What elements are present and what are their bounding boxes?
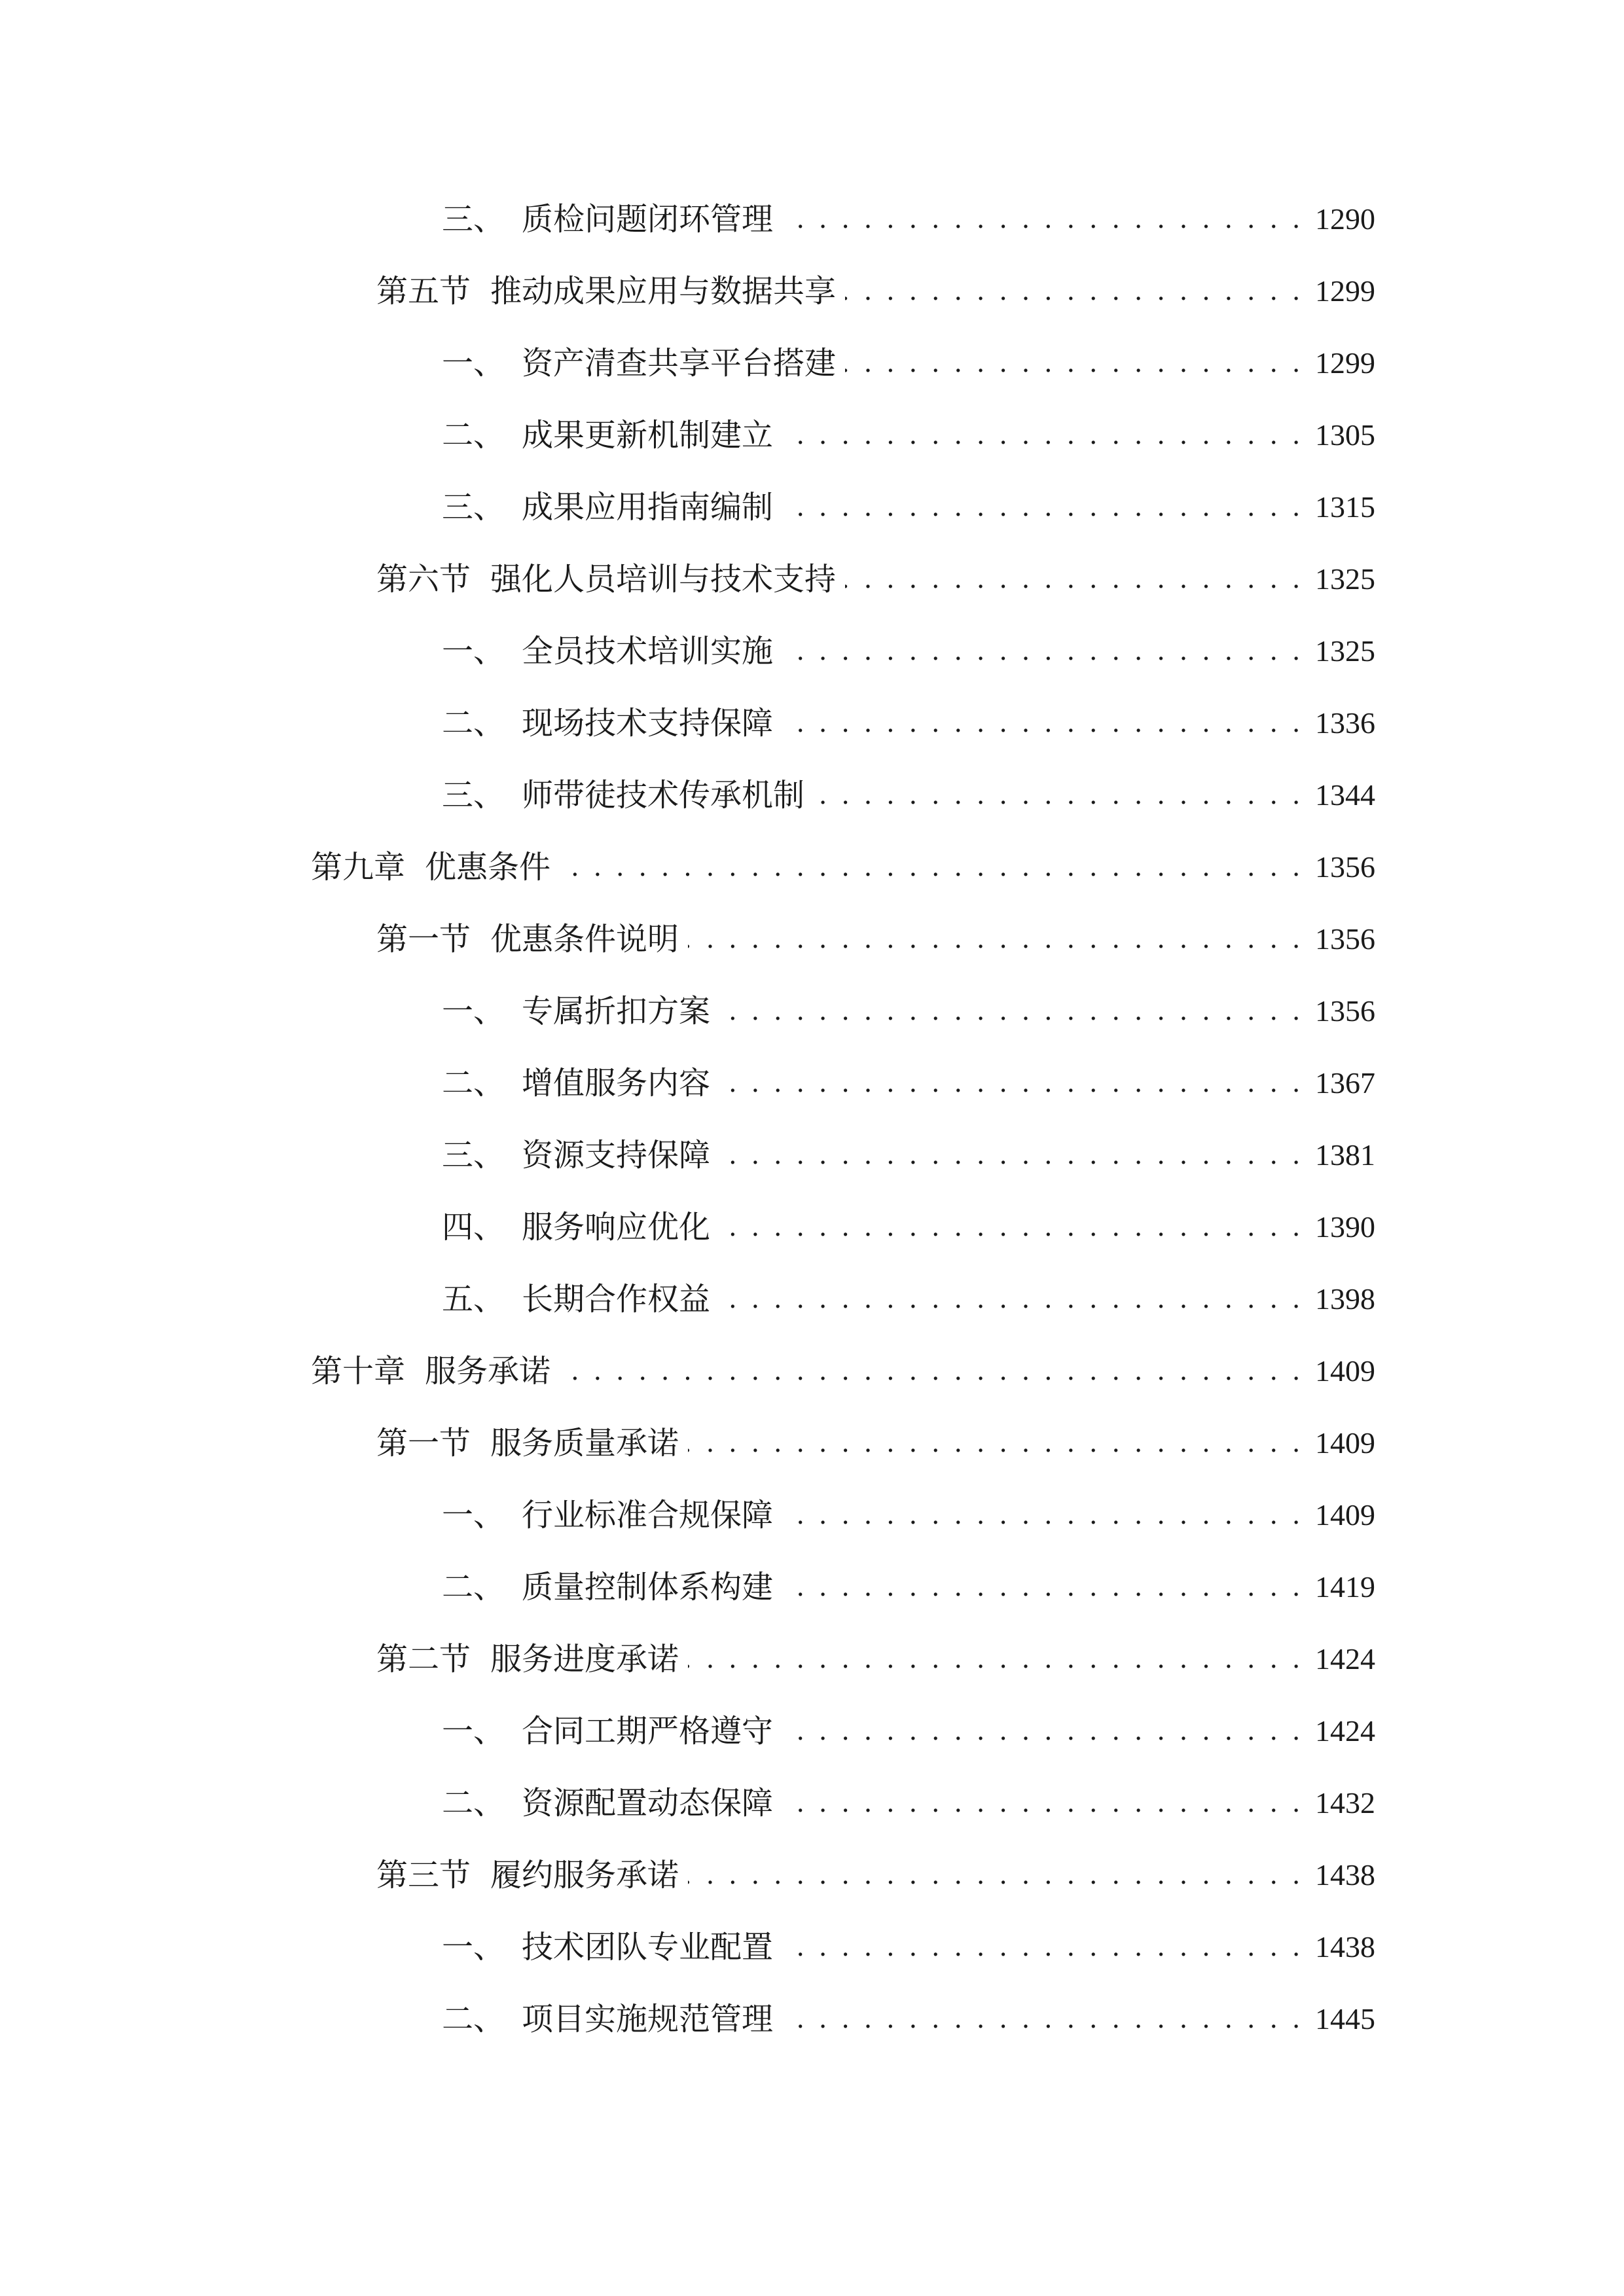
toc-entry-number: 第九章 xyxy=(311,849,406,886)
toc-entry[interactable] xyxy=(442,769,1375,821)
toc-entry-number: 三、 xyxy=(442,201,505,238)
toc-entry-title: 现场技术支持保障 xyxy=(522,705,774,742)
toc-entry-page: 1344 xyxy=(1315,778,1375,812)
dot-leader xyxy=(845,337,1303,389)
toc-entry[interactable] xyxy=(376,913,1375,965)
dot-leader xyxy=(560,841,1303,893)
toc-entry-title: 服务承诺 xyxy=(425,1353,551,1390)
toc-entry-page: 1356 xyxy=(1315,922,1375,956)
toc-entry-number: 第六节 xyxy=(376,561,471,598)
toc-entry-title: 推动成果应用与数据共享 xyxy=(490,273,837,310)
toc-entry[interactable] xyxy=(311,1345,1375,1397)
toc-entry[interactable] xyxy=(442,1777,1375,1829)
dot-leader xyxy=(782,1705,1303,1757)
toc-entry-title: 强化人员培训与技术支持 xyxy=(490,561,837,598)
toc-entry-number: 二、 xyxy=(442,2001,505,2037)
toc-entry-number: 一、 xyxy=(442,993,505,1030)
toc-entry-page: 1445 xyxy=(1315,2002,1375,2036)
toc-entry-page: 1398 xyxy=(1315,1282,1375,1316)
toc-entry-title: 优惠条件说明 xyxy=(490,921,679,958)
toc-entry-page: 1381 xyxy=(1315,1138,1375,1172)
toc-entry[interactable] xyxy=(442,1129,1375,1181)
dot-leader xyxy=(782,1993,1303,2045)
toc-entry-page: 1315 xyxy=(1315,490,1375,524)
dot-leader xyxy=(782,625,1303,677)
toc-entry-number: 第一节 xyxy=(376,1425,471,1462)
toc-entry-title: 质量控制体系构建 xyxy=(522,1569,774,1605)
toc-entry-title: 成果更新机制建立 xyxy=(522,417,774,454)
toc-entry-title: 资产清查共享平台搭建 xyxy=(522,345,837,382)
toc-entry-title: 增值服务内容 xyxy=(522,1065,711,1102)
toc-entry-page: 1390 xyxy=(1315,1210,1375,1244)
dot-leader xyxy=(719,1201,1303,1253)
toc-entry-number: 二、 xyxy=(442,1785,505,1821)
toc-entry-page: 1305 xyxy=(1315,418,1375,452)
dot-leader xyxy=(782,193,1303,245)
toc-entry-page: 1432 xyxy=(1315,1786,1375,1820)
toc-entry-page: 1438 xyxy=(1315,1858,1375,1892)
toc-entry[interactable] xyxy=(442,1561,1375,1613)
toc-entry-page: 1424 xyxy=(1315,1642,1375,1676)
toc-entry[interactable] xyxy=(442,1201,1375,1253)
toc-entry[interactable] xyxy=(442,1057,1375,1109)
toc-entry-page: 1409 xyxy=(1315,1354,1375,1388)
toc-entry-title: 质检问题闭环管理 xyxy=(522,201,774,238)
toc-entry[interactable] xyxy=(442,1993,1375,2045)
toc-entry-number: 一、 xyxy=(442,1497,505,1534)
toc-entry[interactable] xyxy=(376,265,1375,317)
toc-entry-number: 五、 xyxy=(442,1281,505,1318)
toc-entry-page: 1409 xyxy=(1315,1498,1375,1532)
toc-entry[interactable] xyxy=(376,1633,1375,1685)
toc-entry[interactable] xyxy=(376,1417,1375,1469)
toc-entry-number: 第二节 xyxy=(376,1641,471,1677)
toc-entry-title: 全员技术培训实施 xyxy=(522,633,774,670)
toc-entry[interactable] xyxy=(376,1849,1375,1901)
toc-entry-title: 资源支持保障 xyxy=(522,1137,711,1174)
toc-entry-number: 一、 xyxy=(442,1713,505,1749)
dot-leader xyxy=(782,1561,1303,1613)
toc-entry-number: 三、 xyxy=(442,777,505,814)
toc-entry-page: 1325 xyxy=(1315,634,1375,668)
toc-entry-title: 履约服务承诺 xyxy=(490,1857,679,1893)
toc-entry[interactable] xyxy=(442,193,1375,245)
dot-leader xyxy=(782,1489,1303,1541)
toc-entry-page: 1419 xyxy=(1315,1570,1375,1604)
dot-leader xyxy=(845,265,1303,317)
toc-entry-title: 合同工期严格遵守 xyxy=(522,1713,774,1749)
dot-leader xyxy=(782,1777,1303,1829)
toc-entry[interactable] xyxy=(442,1273,1375,1325)
toc-entry-page: 1356 xyxy=(1315,850,1375,884)
toc-entry-title: 优惠条件 xyxy=(425,849,551,886)
dot-leader xyxy=(719,1273,1303,1325)
toc-entry-title: 服务响应优化 xyxy=(522,1209,711,1246)
toc-entry-title: 服务质量承诺 xyxy=(490,1425,679,1462)
toc-entry-page: 1325 xyxy=(1315,562,1375,596)
toc-entry-page: 1336 xyxy=(1315,706,1375,740)
toc-entry-page: 1367 xyxy=(1315,1066,1375,1100)
toc-entry-number: 第五节 xyxy=(376,273,471,310)
toc-entry[interactable] xyxy=(311,841,1375,893)
dot-leader xyxy=(688,1417,1303,1469)
toc-entry-number: 二、 xyxy=(442,705,505,742)
toc-entry-title: 行业标准合规保障 xyxy=(522,1497,774,1534)
toc-entry-page: 1299 xyxy=(1315,274,1375,308)
toc-entry-number: 二、 xyxy=(442,417,505,454)
toc-entry-number: 二、 xyxy=(442,1569,505,1605)
toc-entry-title: 成果应用指南编制 xyxy=(522,489,774,526)
dot-leader xyxy=(560,1345,1303,1397)
toc-entry[interactable] xyxy=(376,553,1375,605)
toc-entry-page: 1409 xyxy=(1315,1426,1375,1460)
toc-entry-number: 四、 xyxy=(442,1209,505,1246)
toc-entry-number: 一、 xyxy=(442,345,505,382)
dot-leader xyxy=(719,985,1303,1037)
toc-entry-number: 一、 xyxy=(442,633,505,670)
toc-entry-page: 1290 xyxy=(1315,202,1375,236)
toc-entry-number: 二、 xyxy=(442,1065,505,1102)
toc-entry-title: 专属折扣方案 xyxy=(522,993,711,1030)
dot-leader xyxy=(814,769,1303,821)
dot-leader xyxy=(719,1057,1303,1109)
toc-entry-number: 三、 xyxy=(442,489,505,526)
toc-entry[interactable] xyxy=(442,1705,1375,1757)
toc-entry-title: 项目实施规范管理 xyxy=(522,2001,774,2037)
toc-entry-number: 三、 xyxy=(442,1137,505,1174)
toc-entry[interactable] xyxy=(442,1921,1375,1973)
dot-leader xyxy=(782,697,1303,749)
toc-entry-title: 服务进度承诺 xyxy=(490,1641,679,1677)
toc-entry-number: 一、 xyxy=(442,1929,505,1965)
toc-entry[interactable] xyxy=(442,697,1375,749)
toc-entry[interactable] xyxy=(442,481,1375,533)
toc-entry-page: 1356 xyxy=(1315,994,1375,1028)
dot-leader xyxy=(782,409,1303,461)
dot-leader xyxy=(688,913,1303,965)
toc-entry-title: 长期合作权益 xyxy=(522,1281,711,1318)
toc-entry-title: 技术团队专业配置 xyxy=(522,1929,774,1965)
toc-entry[interactable] xyxy=(442,409,1375,461)
toc-entry[interactable] xyxy=(442,1489,1375,1541)
toc-entry-number: 第三节 xyxy=(376,1857,471,1893)
toc-entry-number: 第一节 xyxy=(376,921,471,958)
toc-entry-title: 师带徒技术传承机制 xyxy=(522,777,805,814)
toc-entry-number: 第十章 xyxy=(311,1353,406,1390)
toc-entry-title: 资源配置动态保障 xyxy=(522,1785,774,1821)
dot-leader xyxy=(688,1633,1303,1685)
toc-entry[interactable] xyxy=(442,985,1375,1037)
toc-entry[interactable] xyxy=(442,625,1375,677)
dot-leader xyxy=(688,1849,1303,1901)
toc-entry-page: 1299 xyxy=(1315,346,1375,380)
dot-leader xyxy=(782,481,1303,533)
dot-leader xyxy=(845,553,1303,605)
dot-leader xyxy=(719,1129,1303,1181)
dot-leader xyxy=(782,1921,1303,1973)
toc-entry-page: 1424 xyxy=(1315,1714,1375,1748)
toc-entry[interactable] xyxy=(442,337,1375,389)
toc-entry-page: 1438 xyxy=(1315,1930,1375,1964)
